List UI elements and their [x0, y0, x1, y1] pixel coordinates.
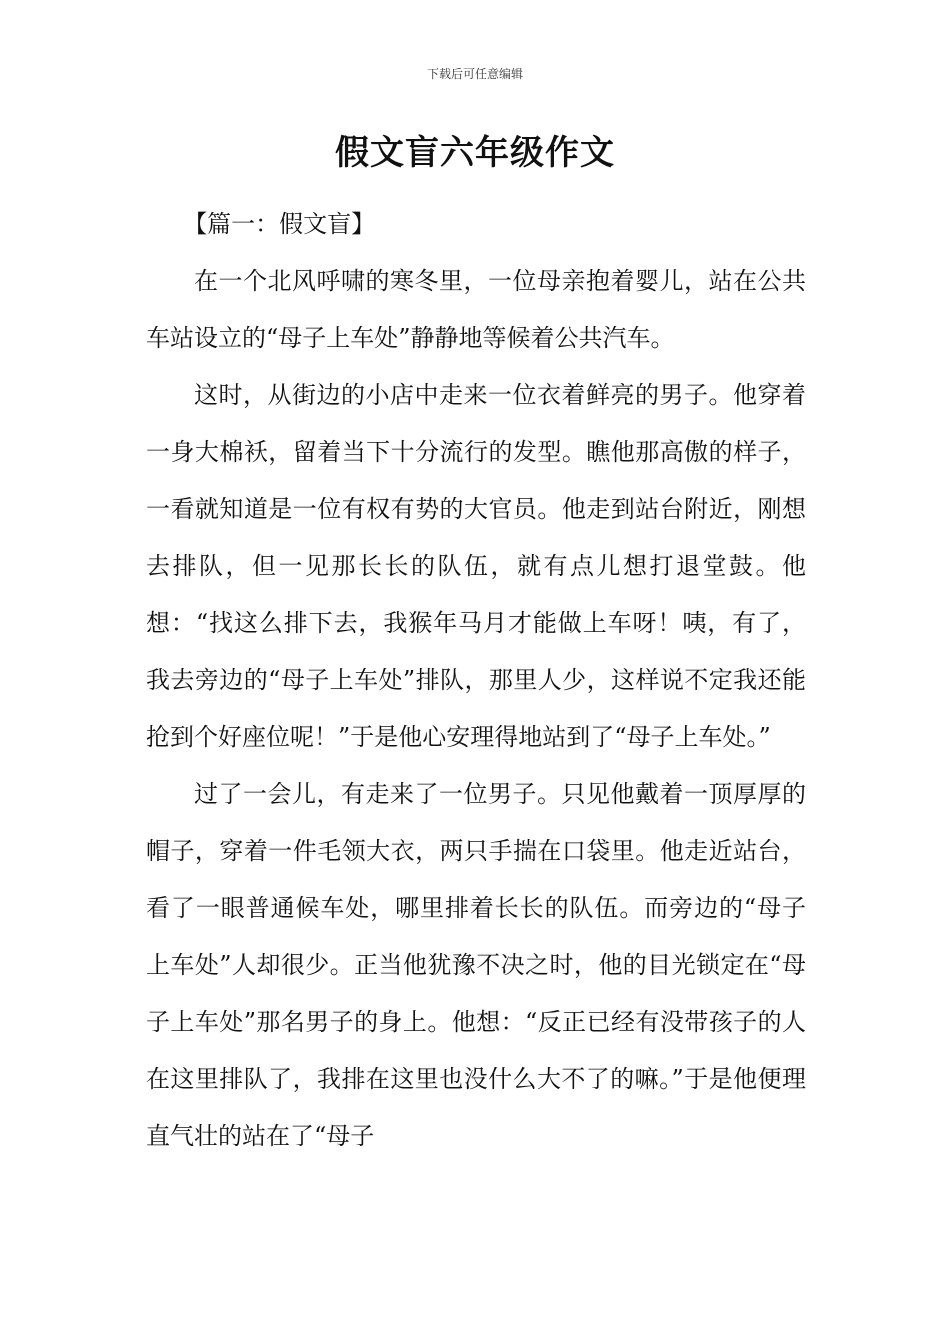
- document-body: [146, 196, 806, 1165]
- paragraph-1: 在一个北风呼啸的寒冬里，一位母亲抱着婴儿，站在公共车站设立的“母子上车处”静静地等候着公共汽车。: [146, 267, 806, 352]
- paragraph-2: 这时，从街边的小店中走来一位衣着鲜亮的男子。他穿着一身大棉袄，留着当下十分流行的发型。瞧他那高傲的样子，一看就知道是一位有权有势的大官员。他走到站台附近，刚想去排队，但一见那长长的队伍，就有点儿想打退堂鼓。他想：“找这么排下去，我猴年马月才能做上车呀！咦，有了，我去旁边的“母子上车处”排队，那里人少，这样说不定我还能抢到个好座位呢！”于是他心安理得地站到了“母子上车处。”: [146, 381, 806, 751]
- document-title: 假文盲六年级作文: [335, 133, 615, 173]
- paragraph-3: 过了一会儿，有走来了一位男子。只见他戴着一顶厚厚的帽子，穿着一件毛领大衣，两只手揣在口袋里。他走近站台，看了一眼普通候车处，哪里排着长长的队伍。而旁边的“母子上车处”人却很少。正当他犹豫不决之时，他的目光锁定在“母子上车处”那名男子的身上。他想：“反正已经有没带孩子的人在这里排队了，我排在这里也没什么大不了的嘛。”于是他便理直气壮的站在了“母子: [146, 780, 806, 1150]
- section-heading: 【篇一：假文盲】: [183, 210, 376, 238]
- header-note: 下载后可任意编辑: [426, 67, 523, 81]
